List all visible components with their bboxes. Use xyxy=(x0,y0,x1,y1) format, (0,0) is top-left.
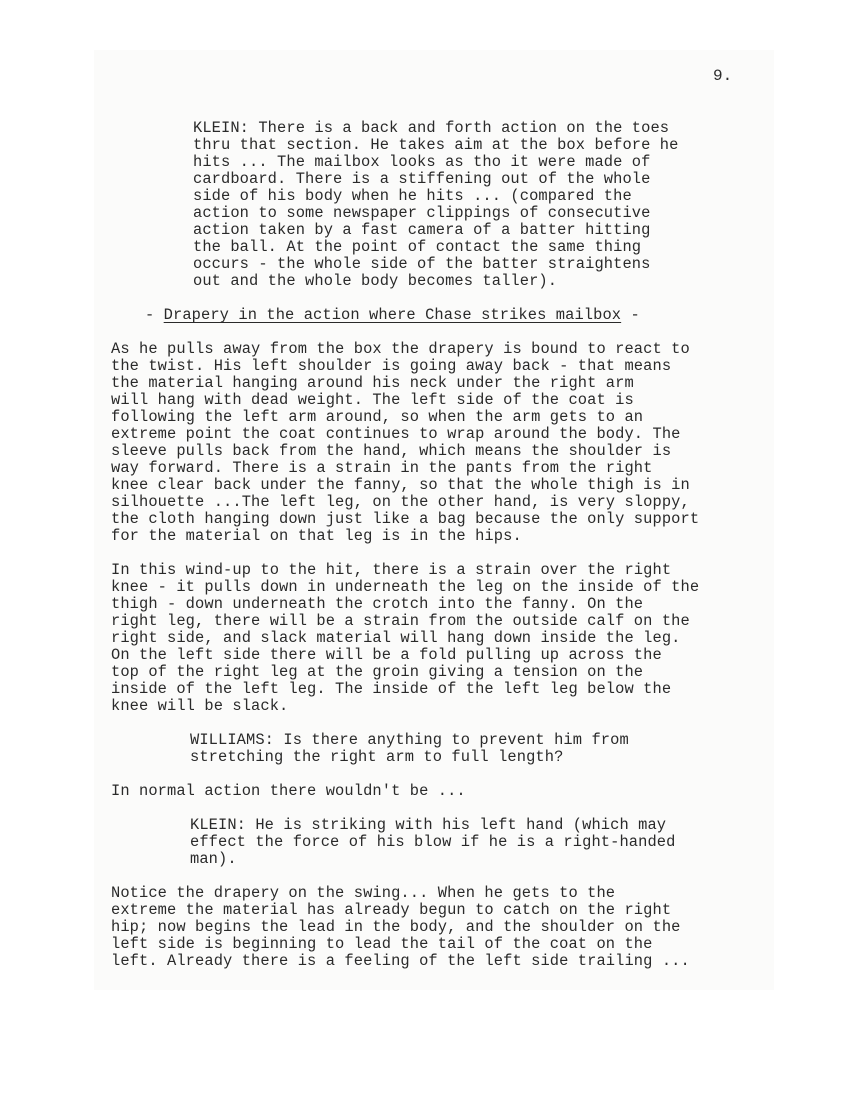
text-line: silhouette ...The left leg, on the other hand, is very sloppy, xyxy=(111,493,690,511)
text-line: right leg, there will be a strain from the outside calf on the xyxy=(111,612,690,630)
text-line: following the left arm around, so when the arm gets to an xyxy=(111,408,644,426)
heading-suffix: - xyxy=(621,306,640,324)
text-line: out and the whole body becomes taller). xyxy=(193,272,558,290)
text-line: inside of the left leg. The inside of the left leg below the xyxy=(111,680,672,698)
text-line: way forward. There is a strain in the pants from the right xyxy=(111,459,653,477)
text-line: the cloth hanging down just like a bag because the only support xyxy=(111,510,700,528)
page-number: 9. xyxy=(713,67,733,85)
text-line: right side, and slack material will hang down inside the leg. xyxy=(111,629,681,647)
text-line: top of the right leg at the groin giving a tension on the xyxy=(111,663,644,681)
text-line: stretching the right arm to full length? xyxy=(190,748,564,766)
text-line: thru that section. He takes aim at the box before he xyxy=(193,136,679,154)
text-line: side of his body when he hits ... (compared the xyxy=(193,187,632,205)
text-line: As he pulls away from the box the drapery is bound to react to xyxy=(111,340,690,358)
text-line: hip; now begins the lead in the body, and the shoulder on the xyxy=(111,918,681,936)
section-heading xyxy=(145,307,640,324)
text-line: the material hanging around his neck under the right arm xyxy=(111,374,634,392)
heading-prefix: - xyxy=(145,306,164,324)
text-line: knee will be slack. xyxy=(111,697,289,715)
text-line: for the material on that leg is in the hips. xyxy=(111,527,522,545)
text-line: thigh - down underneath the crotch into the fanny. On the xyxy=(111,595,644,613)
text-line: In normal action there wouldn't be ... xyxy=(111,782,466,800)
text-line: knee - it pulls down in underneath the leg on the inside of the xyxy=(111,578,700,596)
text-line: KLEIN: There is a back and forth action on the toes xyxy=(193,119,670,137)
text-line: the twist. His left shoulder is going away back - that means xyxy=(111,357,672,375)
text-line: Notice the drapery on the swing... When he gets to the xyxy=(111,884,616,902)
text-line: occurs - the whole side of the batter straightens xyxy=(193,255,651,273)
text-line: KLEIN: He is striking with his left hand (which may xyxy=(190,816,667,834)
text-line: In this wind-up to the hit, there is a strain over the right xyxy=(111,561,672,579)
text-line: left. Already there is a feeling of the left side trailing ... xyxy=(111,952,690,970)
text-line: sleeve pulls back from the hand, which means the shoulder is xyxy=(111,442,672,460)
text-line: knee clear back under the fanny, so that the whole thigh is in xyxy=(111,476,690,494)
text-line: extreme the material has already begun to catch on the right xyxy=(111,901,672,919)
text-line: cardboard. There is a stiffening out of the whole xyxy=(193,170,651,188)
text-line: action taken by a fast camera of a batter hitting xyxy=(193,221,651,239)
text-line: will hang with dead weight. The left side of the coat is xyxy=(111,391,634,409)
text-line: left side is beginning to lead the tail of the coat on the xyxy=(111,935,653,953)
text-line: extreme point the coat continues to wrap around the body. The xyxy=(111,425,681,443)
text-line: action to some newspaper clippings of consecutive xyxy=(193,204,651,222)
text-line: hits ... The mailbox looks as tho it were made of xyxy=(193,153,651,171)
text-line: man). xyxy=(190,850,237,868)
text-line: the ball. At the point of contact the same thing xyxy=(193,238,642,256)
heading-text: Drapery in the action where Chase strikes mailbox xyxy=(163,306,622,324)
text-line: On the left side there will be a fold pulling up across the xyxy=(111,646,662,664)
text-line: WILLIAMS: Is there anything to prevent him from xyxy=(190,731,629,749)
text-line: effect the force of his blow if he is a right-handed xyxy=(190,833,676,851)
